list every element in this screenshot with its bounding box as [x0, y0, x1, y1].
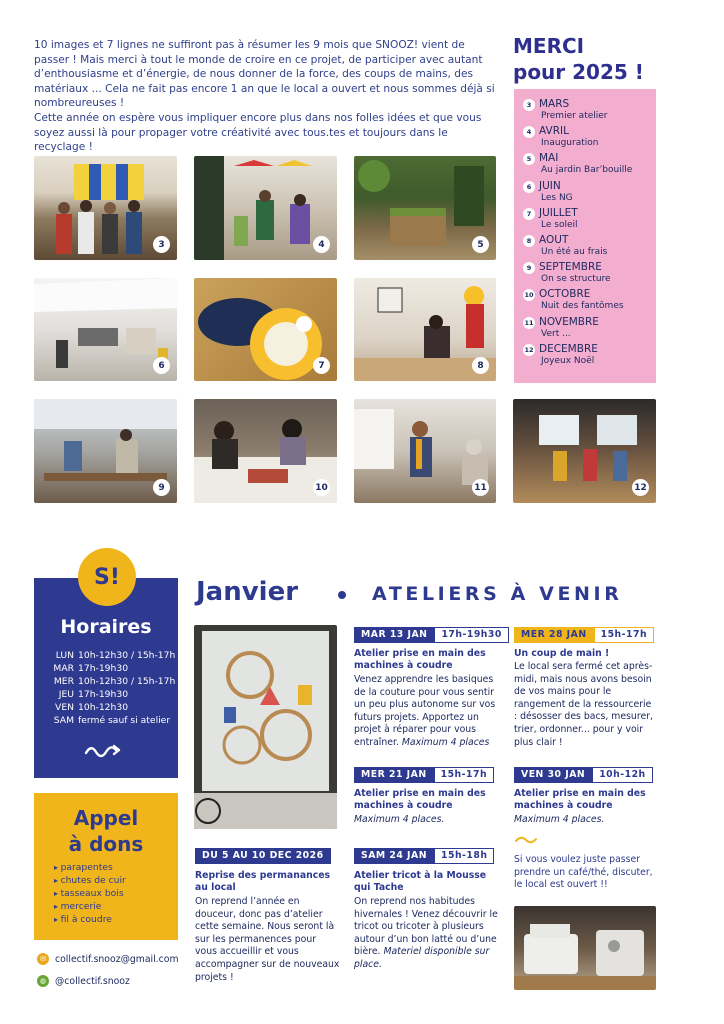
event-title: Reprise des permanances au local: [195, 870, 331, 893]
horaires-row: [46, 688, 175, 701]
photo-5: [354, 156, 496, 260]
event-title: Atelier prise en main des machines à coudre: [354, 788, 486, 811]
merci-number: 8: [523, 235, 535, 247]
event-date: VEN 30 JAN: [514, 767, 592, 783]
merci-desc: Vert ...: [541, 328, 571, 339]
horaires-day: JEU: [58, 689, 74, 700]
event-title: Atelier prise en main des machines à coudre: [354, 648, 486, 671]
merci-number: 7: [523, 208, 535, 220]
event-time: 15h-17h: [594, 627, 654, 643]
merci-month: MARS: [539, 98, 570, 110]
event-date: MER 21 JAN: [354, 767, 434, 783]
event-date: MAR 13 JAN: [354, 627, 434, 643]
event-date-badge: [514, 627, 654, 643]
mail-icon: ✉: [37, 953, 49, 965]
appel-item: ▸ mercerie: [54, 900, 126, 913]
photo-number: 8: [472, 357, 489, 374]
photo-number: 3: [153, 236, 170, 253]
contact-social-text: @collectif.snooz: [55, 975, 130, 987]
merci-month: JUIN: [539, 179, 561, 192]
photo-4: [194, 156, 337, 260]
photo-number: 5: [472, 236, 489, 253]
horaires-hours: 17h-19h30: [78, 689, 129, 700]
photo-11: [354, 399, 496, 503]
merci-desc: Nuit des fantômes: [541, 301, 624, 312]
horaires-row: [46, 662, 175, 675]
merci-month: OCTOBRE: [539, 288, 591, 301]
event-date-badge: [514, 767, 653, 783]
merci-title-line-2: pour 2025 !: [513, 60, 644, 84]
intro-paragraph-1: 10 images et 7 lignes ne suffiront pas à résumer les 9 mois que SNOOZ! vient de passer ! Mais merci à tout le monde de croire en ce projet, de participer avec autant d’enthousiasme et d’énergie, de nous donner de la force, des coups de mains, des matériaux ... Cela ne fait pas encore 1 an que le local a ouvert et nous sommes déjà si nombreureuses !: [34, 39, 495, 110]
globe-icon: ◍: [37, 975, 49, 987]
horaires-hours: 10h-12h30: [78, 702, 129, 713]
merci-desc: Un été au frais: [541, 246, 608, 257]
event-description: [514, 814, 656, 827]
merci-desc: Premier atelier: [541, 111, 608, 121]
event-time: 17h-19h30: [434, 627, 508, 643]
horaires-day: SAM: [53, 715, 74, 726]
horaires-title: Horaires: [60, 616, 152, 638]
merci-item: [523, 316, 656, 343]
merci-timeline: [514, 89, 656, 383]
merci-item: [523, 234, 656, 261]
contact-email-text: collectif.snooz@gmail.com: [55, 953, 179, 965]
event-description: [354, 896, 499, 972]
horaires-day: VEN: [55, 702, 74, 713]
merci-desc: Les NG: [541, 192, 573, 203]
event-description: [354, 814, 499, 827]
photo-8: [354, 278, 496, 381]
appel-list: [54, 861, 126, 926]
photo-10: [194, 399, 337, 503]
merci-desc: Inauguration: [541, 138, 599, 149]
event-date-badge: [354, 767, 494, 783]
intro-text: [34, 38, 496, 155]
merci-desc: Au jardin Bar’bouille: [541, 165, 633, 176]
merci-item: [523, 180, 656, 207]
event-date-badge: [354, 848, 494, 864]
appel-title-line-2: à dons: [68, 832, 144, 856]
merci-item: [523, 261, 656, 288]
wave-arrow-icon: [84, 742, 124, 758]
section-title: ATELIERS À VENIR: [372, 583, 623, 605]
photo-12: [513, 399, 656, 503]
merci-item: [523, 152, 656, 179]
merci-month: JUILLET: [539, 206, 578, 219]
merci-number: 6: [523, 181, 535, 193]
event-note: Materiel disponible sur place.: [354, 946, 490, 970]
merci-desc: Le soleil: [541, 219, 578, 230]
photo-number: 9: [153, 479, 170, 496]
merci-number: 12: [524, 345, 534, 354]
merci-month: NOVEMBRE: [539, 315, 599, 328]
merci-month: DECEMBRE: [539, 342, 598, 355]
horaires-list: [46, 649, 175, 727]
merci-item: [523, 207, 656, 234]
merci-month: MAI: [539, 152, 559, 165]
event-note: Maximum 4 places.: [354, 814, 445, 825]
merci-number: 10: [524, 291, 534, 300]
appel-item: ▸ fil à coudre: [54, 913, 126, 926]
horaires-day: MAR: [53, 663, 74, 674]
photo-number: 7: [313, 357, 330, 374]
horaires-row: [46, 649, 175, 662]
merci-item: [523, 125, 656, 152]
event-date: MER 28 JAN: [514, 627, 594, 643]
horaires-row: [46, 701, 175, 714]
merci-item: [523, 98, 656, 125]
bullet-dot: [338, 591, 346, 599]
merci-month: AVRIL: [539, 125, 569, 138]
appel-item: ▸ parapentes: [54, 861, 126, 874]
merci-desc: Joyeux Noël: [541, 355, 595, 366]
merci-number: 9: [523, 262, 535, 274]
event-time: 10h-12h: [592, 767, 652, 783]
photo-number: 12: [632, 479, 649, 496]
merci-number: 11: [524, 318, 534, 327]
merci-desc: On se structure: [541, 274, 611, 285]
merci-title: [513, 33, 673, 85]
photo-number: 11: [472, 479, 489, 496]
merci-title-line-1: MERCI: [513, 34, 585, 58]
event-description: [354, 674, 499, 750]
event-description: Le local sera fermé cet après-midi, mais nous avons besoin de vos mains pour le rangement de la ressourcerie : désosser des bacs, mesurer, trier, ordonner... pour y voir plus clair !: [514, 661, 653, 748]
appel-a-dons-panel: [34, 793, 178, 940]
photo-number: 10: [313, 479, 330, 496]
photo-9: [34, 399, 177, 503]
merci-number: 4: [523, 126, 535, 138]
event-title: Atelier tricot à la Mousse qui Tache: [354, 870, 487, 893]
photo-7: [194, 278, 337, 381]
open-note: Si vous voulez juste passer prendre un café/thé, discuter, le local est ouvert !!: [514, 854, 653, 890]
snooz-logo-badge: S!: [78, 548, 136, 606]
event-time: 15h-18h: [434, 848, 494, 864]
event-date-badge: [195, 848, 331, 864]
event-time: 15h-17h: [434, 767, 494, 783]
event-title: Un coup de main !: [514, 648, 610, 659]
merci-number: 5: [523, 153, 535, 165]
merci-item: [523, 288, 656, 315]
photo-number: 4: [313, 236, 330, 253]
shop-window-photo: [194, 625, 337, 829]
event-date: SAM 24 JAN: [354, 848, 434, 864]
appel-title: [34, 805, 178, 857]
horaires-row: [46, 675, 175, 688]
photo-3: [34, 156, 177, 260]
event-date: DU 5 AU 10 DEC 2026: [195, 848, 331, 864]
event-date-badge: [354, 627, 509, 643]
horaires-hours: fermé sauf si atelier: [78, 715, 171, 726]
merci-item: [523, 343, 656, 370]
month-heading: Janvier: [196, 577, 299, 607]
appel-title-line-1: Appel: [73, 806, 139, 830]
event-note: Maximum 4 places: [401, 736, 490, 748]
horaires-hours: 10h-12h30 / 15h-17h: [78, 676, 176, 687]
merci-month: SEPTEMBRE: [539, 261, 602, 274]
horaires-hours: 10h-12h30 / 15h-17h: [78, 650, 176, 661]
horaires-hours: 17h-19h30: [78, 663, 129, 674]
merci-month: AOUT: [539, 233, 569, 246]
event-text: On reprend nos habitudes hivernales ! Venez découvrir le tricot ou tricoter à plusieurs autour d’un bon latté ou d’une bière.: [354, 896, 498, 958]
event-description: On reprend l’année en douceur, donc pas d’atelier cette semaine. Nous seront là sur les permanences pour vous accueillir et vous accompagner sur de nouveaux projets !: [195, 896, 340, 983]
appel-item: ▸ tasseaux bois: [54, 887, 126, 900]
event-note: Maximum 4 places.: [514, 814, 605, 825]
horaires-day: LUN: [55, 650, 74, 661]
horaires-row: [46, 714, 175, 727]
intro-paragraph-2: Cette année on espère vous impliquer encore plus dans nos folles idées et que vous soyez aussi là pour propager votre créativité avec tous.tes et toujours dans le recyclage !: [34, 111, 482, 154]
contact-social[interactable]: [37, 975, 130, 987]
contact-email[interactable]: [37, 953, 179, 965]
appel-item: ▸ chutes de cuir: [54, 874, 126, 887]
horaires-day: MER: [53, 676, 74, 687]
wave-icon: [515, 835, 537, 845]
merci-number: 3: [523, 99, 535, 111]
photo-6: [34, 278, 177, 381]
event-title: Atelier prise en main des machines à coudre: [514, 788, 646, 811]
event-text: Venez apprendre les basiques de la couture pour vous sentir un peu plus autonome sur vos futurs projets. Apportez un projet à réparer pour vous entraîner.: [354, 674, 496, 748]
photo-number: 6: [153, 357, 170, 374]
sewing-machines-photo: [514, 906, 656, 990]
horaires-panel: [34, 578, 178, 778]
